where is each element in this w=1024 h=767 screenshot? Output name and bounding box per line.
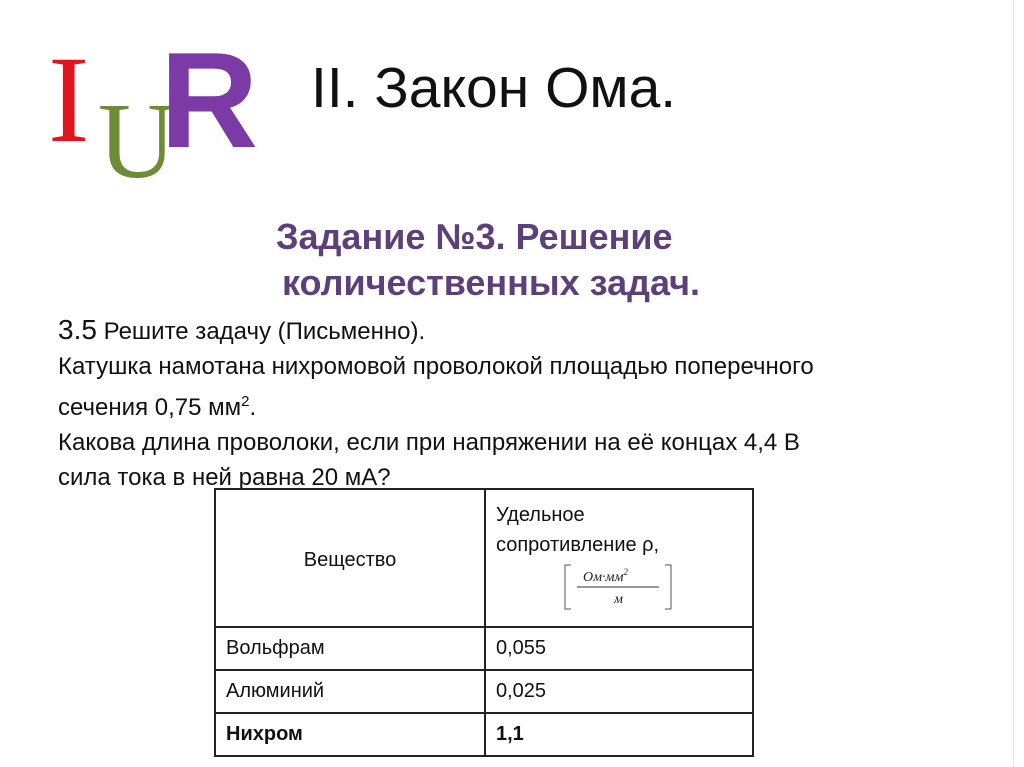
logo-letter-i: I bbox=[48, 31, 90, 168]
table-row bbox=[215, 627, 753, 670]
unit-denominator: м bbox=[614, 592, 623, 607]
unit-formula bbox=[563, 562, 673, 612]
problem-line-2-end: . bbox=[249, 394, 257, 421]
substance-cell: Нихром bbox=[215, 713, 485, 756]
problem-first-line bbox=[58, 312, 998, 349]
substance-cell: Вольфрам bbox=[215, 627, 485, 670]
unit-left-bracket bbox=[565, 565, 571, 609]
header-resistivity-line1: Удельное bbox=[496, 504, 585, 526]
table-row bbox=[215, 713, 753, 756]
value-cell: 1,1 bbox=[485, 713, 753, 756]
unit-right-bracket bbox=[665, 565, 671, 609]
value-cell: 0,025 bbox=[485, 670, 753, 713]
problem-instruction: Решите задачу (Письменно). bbox=[103, 318, 426, 345]
unit-numerator: $Ом\cdot мм^2$ bbox=[583, 567, 628, 585]
problem-number: 3.5 bbox=[58, 314, 97, 345]
slide-title: II. Закон Ома. bbox=[311, 56, 677, 120]
header-resistivity-line2: сопротивление ρ, bbox=[496, 534, 660, 556]
header-resistivity bbox=[485, 489, 753, 627]
problem-line-3: Какова длина проволоки, если при напряжении на её концах 4,4 В bbox=[58, 429, 800, 456]
value-cell: 0,055 bbox=[485, 627, 753, 670]
problem-line-1: Катушка намотана нихромовой проволокой площадью поперечного bbox=[58, 353, 814, 380]
problem-line-2 bbox=[58, 384, 998, 425]
logo-letter-r: R bbox=[160, 24, 259, 176]
slide-edge-line bbox=[1013, 0, 1014, 767]
resistivity-table bbox=[214, 488, 754, 757]
task-heading bbox=[276, 214, 816, 306]
problem-text bbox=[58, 312, 998, 495]
task-heading-line1: Задание №3. Решение bbox=[276, 216, 673, 257]
table-header-row bbox=[215, 489, 753, 627]
logo-letter-u: U bbox=[98, 82, 176, 201]
task-heading-line2: количественных задач. bbox=[282, 262, 700, 303]
header-substance: Вещество bbox=[215, 489, 485, 627]
problem-line-2-superscript: 2 bbox=[241, 393, 250, 410]
substance-cell: Алюминий bbox=[215, 670, 485, 713]
problem-line-4: сила тока в ней равна 20 мА? bbox=[58, 464, 391, 491]
table-row bbox=[215, 670, 753, 713]
problem-line-2-text: сечения 0,75 мм bbox=[58, 394, 242, 421]
iur-logo bbox=[40, 24, 280, 201]
